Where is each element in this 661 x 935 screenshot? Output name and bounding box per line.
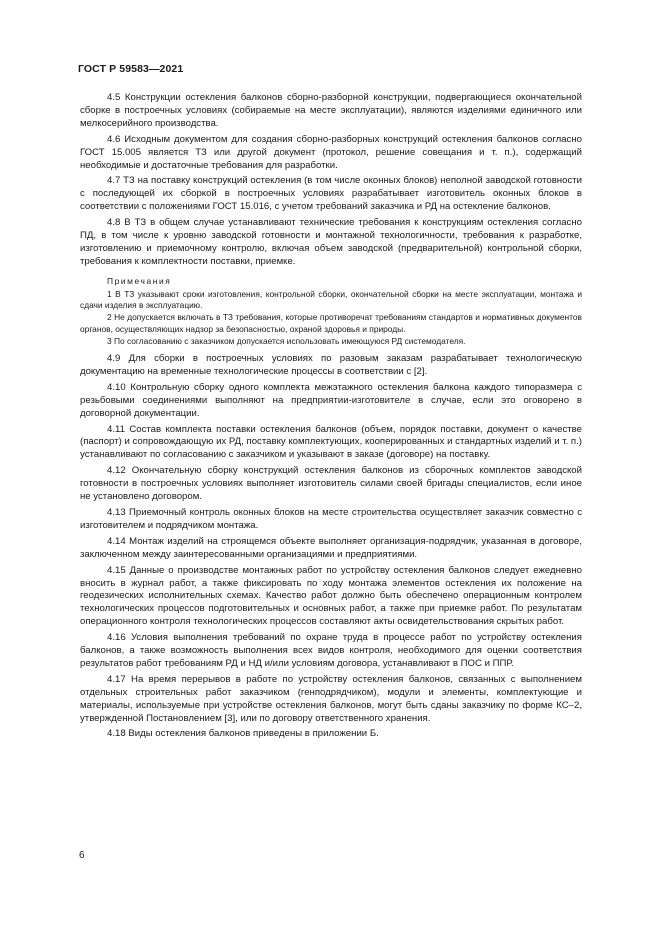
paragraph-4-10: 4.10 Контрольную сборку одного комплекта межэтажного остекления балкона каждого типоразмера с резьбовыми соединениями выполняют на предприятии-изготовителе в случае, если это оговорено в договорной документации. xyxy=(80,381,582,419)
paragraph-4-17: 4.17 На время перерывов в работе по устройству остекления балконов, связанных с выполнением отдельных строительных работ заказчиком (генподрядчиком), модули и элементы, комплектующие и материалы, используемые при устройстве остекления балконов, могут быть сданы заказчику по форме КС–2, утвержденной Постановлением [3], или по договору ответственного хранения. xyxy=(80,673,582,724)
page-number: 6 xyxy=(79,850,85,861)
paragraph-4-8: 4.8 В ТЗ в общем случае устанавливают технические требования к конструкциям остекления согласно ПД, в том числе к уровню заводской готовности и монтажной технологичности, требования к разработке, изготовлению и приемочному контролю, включая объем заводской (предварительной) контрольной сборки, требования к комплектности поставки, приемке. xyxy=(80,217,582,267)
note-2: 2 Не допускается включать в ТЗ требования, которые противоречат требованиям стандартов и нормативных документов органов, осуществляющих надзор за безопасностью, охраной здоровья и природы. xyxy=(80,312,582,334)
paragraph-4-7: 4.7 ТЗ на поставку конструкций остекления (в том числе оконных блоков) неполной заводской готовности с последующей их сборкой в построечных условиях разрабатывает изготовитель оконных блоков в соответствии с положениями ГОСТ 15.016, с учетом требований заказчика и РД на остекление балконов. xyxy=(80,175,582,213)
paragraph-4-14: 4.14 Монтаж изделий на строящемся объекте выполняет организация-подрядчик, указанная в договоре, заключенном между заинтересованными организациями и предприятиями. xyxy=(80,535,582,560)
notes-title: Примечания xyxy=(107,275,172,286)
paragraph-4-9: 4.9 Для сборки в построечных условиях по разовым заказам разрабатывает технологическую документацию на временные технологические процессы в соответствии с [2]. xyxy=(80,353,582,377)
note-3: 3 По согласованию с заказчиком допускается использовать имеющуюся РД системодателя. xyxy=(107,335,466,346)
paragraph-4-18: 4.18 Виды остекления балконов приведены в приложении Б. xyxy=(107,728,379,740)
document-body xyxy=(80,92,582,741)
paragraph-4-16: 4.16 Условия выполнения требований по охране труда в процессе работ по устройству остекления балконов, а также возможность выполнения всех видов контроля, необходимого для оценки соответствия результатов работ требованиям РД и НД и/или условиям договора, устанавливают в ПОС и ППР. xyxy=(80,632,582,669)
paragraph-4-15: 4.15 Данные о производстве монтажных работ по устройству остекления балконов следует ежедневно вносить в журнал работ, а также фиксировать по ходу монтажа элементов остекления их положение на геодезических исполнительных схемах. Качество работ должно быть обеспечено операционным контролем технологических процессов подготовительных и основных работ, а также при приемке работ. По результатам операционного контроля технологических процессов составляют акты освидетельствования скрытых работ. xyxy=(80,564,582,628)
paragraph-4-12: 4.12 Окончательную сборку конструкций остекления балконов из сборочных комплектов заводской готовности в построечных условиях выполняет изготовитель силами своей бригады специалистов, если иное не установлено договором. xyxy=(80,465,582,503)
paragraph-4-6: 4.6 Исходным документом для создания сборно-разборных конструкций остекления балконов согласно ГОСТ 15.005 является ТЗ или другой документ (протокол, решение совещания и т. п.), содержащий необходимые и достаточные требования для разработки. xyxy=(80,133,582,171)
paragraph-4-5: 4.5 Конструкции остекления балконов сборно-разборной конструкции, подвергающиеся окончательной сборке в построечных условиях (собираемые на месте эксплуатации), являются изделиями единичного или мелкосерийного производства. xyxy=(80,92,582,129)
paragraph-4-11: 4.11 Состав комплекта поставки остекления балконов (объем, порядок поставки, документ о качестве (паспорт) и сопровождающую их РД, поставку комплектующих, кооперированных и стандартных изделий и т. п.) устанавливают по согласованию с заказчиком и указывают в заказе (договоре) на поставку. xyxy=(80,423,582,461)
paragraph-4-13: 4.13 Приемочный контроль оконных блоков на месте строительства осуществляет заказчик совместно с изготовителем и подрядчиком монтажа. xyxy=(80,506,582,531)
document-code-header: ГОСТ Р 59583—2021 xyxy=(78,63,184,75)
note-1: 1 В ТЗ указывают сроки изготовления, контрольной сборки, окончательной сборки на месте эксплуатации, монтажа и сдачи изделия в эксплуатацию. xyxy=(80,288,582,311)
notes-block xyxy=(80,276,582,347)
